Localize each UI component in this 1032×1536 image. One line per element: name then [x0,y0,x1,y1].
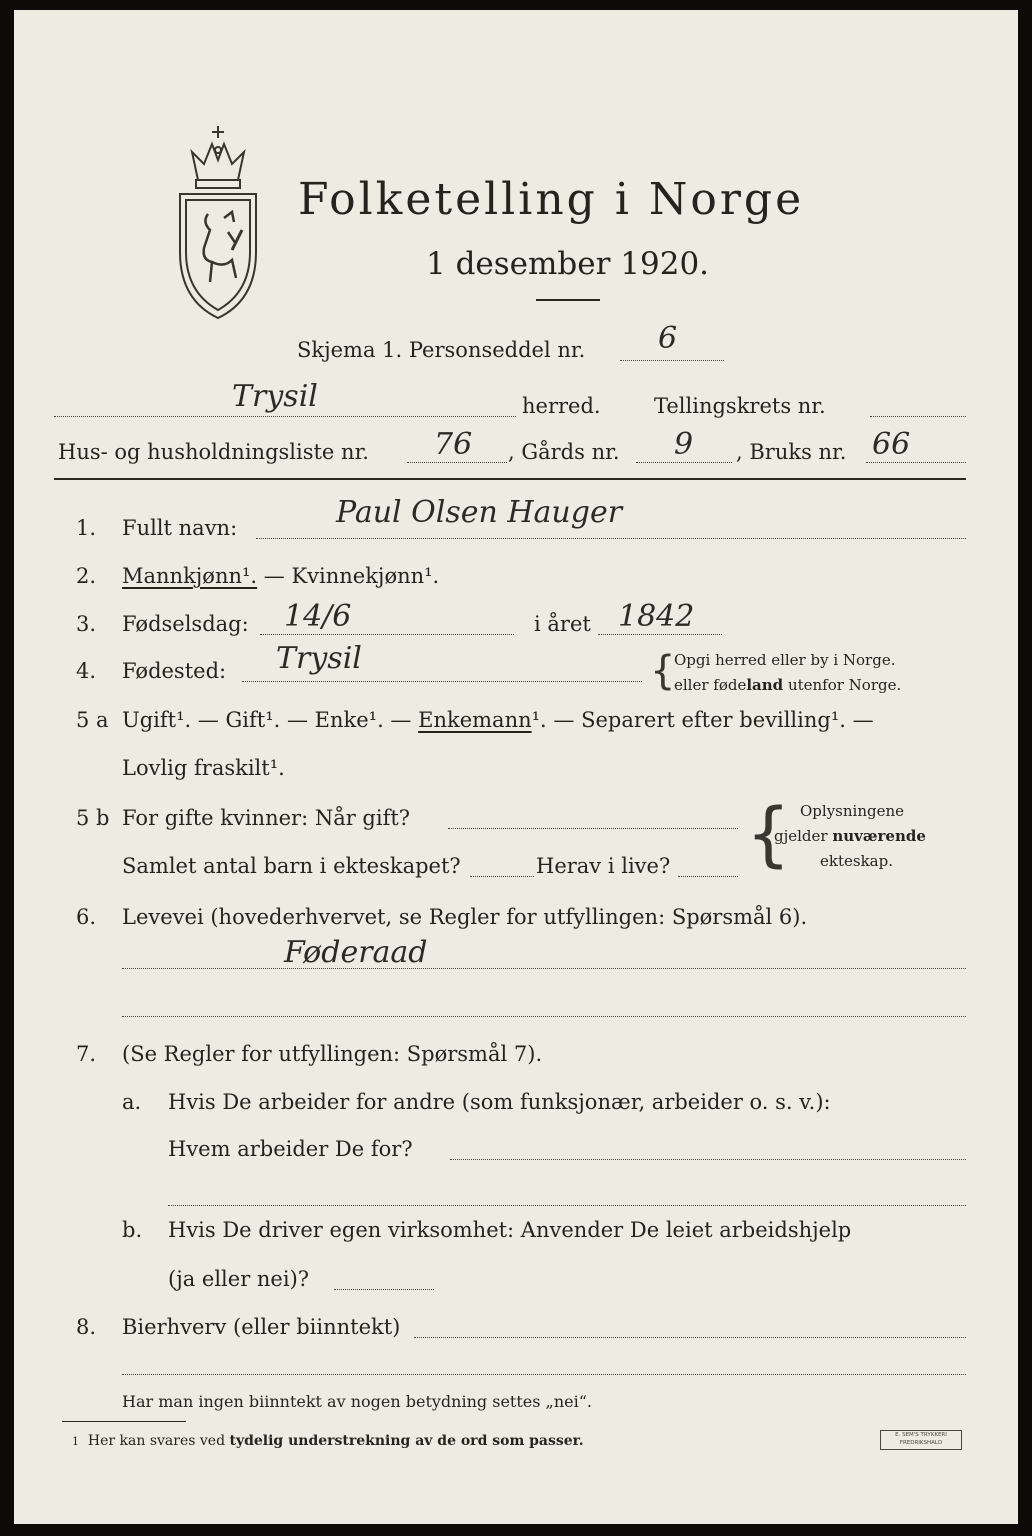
q4-birthplace[interactable]: Trysil [276,641,362,676]
q7b-number: b. [122,1218,143,1242]
q7a-line2-label: Hvem arbeider De for? [168,1137,413,1161]
q5b-label: For gifte kvinner: Når gift? [122,806,411,830]
q5b-brace: { [746,793,791,875]
husliste-value[interactable]: 76 [434,427,473,462]
q6-label: Levevei (hovederhvervet, se Regler for utfyllingen: Spørsmål 6). [122,905,808,929]
personseddel-number[interactable]: 6 [658,321,678,356]
husliste-label: Hus- og husholdningsliste nr. [58,440,369,464]
gards-value[interactable]: 9 [674,427,694,462]
q6-line1 [122,968,966,969]
q1-full-name[interactable]: Paul Olsen Hauger [336,495,623,530]
q8-number: 8. [76,1315,97,1339]
q3-birth-year[interactable]: 1842 [618,599,695,634]
printer-stamp: E. SEM'S TRYKKERI FREDRIKSHALD [880,1430,962,1450]
footer-separator [122,1374,966,1375]
q3-year-line [598,634,722,635]
footnote-rule [62,1421,186,1422]
q5b-note-line3: ekteskap. [820,852,893,870]
q3-year-label: i året [534,612,591,636]
census-date: 1 desember 1920. [426,246,710,282]
q5a-line2: Lovlig fraskilt¹. [122,756,285,780]
husliste-line [407,462,507,463]
q4-note-line2: eller fødeland utenfor Norge. [674,676,902,694]
gards-label: , Gårds nr. [508,440,620,464]
q4-number: 4. [76,659,97,683]
bruks-line [866,462,966,463]
q6-number: 6. [76,905,97,929]
herred-label: herred. [522,394,601,418]
herred-value[interactable]: Trysil [232,379,318,414]
q7-label: (Se Regler for utfyllingen: Spørsmål 7). [122,1042,543,1066]
q1-line [256,538,966,539]
form-title: Folketelling i Norge [298,174,805,225]
tellingskrets-line [870,416,966,417]
personseddel-line [620,360,724,361]
q7-number: 7. [76,1042,97,1066]
q1-number: 1. [76,516,97,540]
footnote: $^1$ Her kan svares ved tydelig understrekning av de ord som passer. [72,1433,584,1449]
q4-note-line1: Opgi herred eller by i Norge. [674,651,896,669]
q3-day-line [260,634,514,635]
header-separator [54,478,966,480]
q4-label: Fødested: [122,659,227,683]
q4-brace: { [650,648,676,694]
q5b-married-line [448,828,738,829]
q7b-label: Hvis De driver egen virksomhet: Anvender De leiet arbeidshjelp [168,1218,852,1242]
q1-label: Fullt navn: [122,516,238,540]
q8-line [414,1337,966,1338]
q7b-answer-line [334,1289,434,1290]
herred-line [54,416,516,417]
q5b-alive-label: Herav i live? [536,854,671,878]
norwegian-coat-of-arms-icon [172,122,264,322]
tellingskrets-label: Tellingskrets nr. [654,394,826,418]
q5b-alive-line [678,876,738,877]
q6-line2 [122,1016,966,1017]
q3-birthday[interactable]: 14/6 [284,599,352,634]
q2-number: 2. [76,564,97,588]
q3-label: Fødselsdag: [122,612,249,636]
q5a-options: Ugift¹. — Gift¹. — Enke¹. — Enkemann¹. — Separert efter bevilling¹. — [122,708,874,732]
q3-number: 3. [76,612,97,636]
bruks-value[interactable]: 66 [872,427,911,462]
q7a-employer-line [450,1159,966,1160]
q7a-number: a. [122,1090,142,1114]
q5b-number: 5 b [76,806,110,830]
census-form [14,10,1018,1524]
q5b-note-line1: Oplysningene [800,802,905,820]
title-divider [536,299,600,301]
bruks-label: , Bruks nr. [736,440,847,464]
q7a-extra-line [168,1205,966,1206]
q5b-note-line2: gjelder nuværende [774,827,926,845]
q4-line [242,681,642,682]
footer-note: Har man ingen biinntekt av nogen betydning settes „nei“. [122,1392,592,1411]
schema-label: Skjema 1. Personseddel nr. [297,338,586,362]
q5b-children-label: Samlet antal barn i ekteskapet? [122,854,461,878]
gards-line [636,462,732,463]
q2-male-marked[interactable]: Mannkjønn¹. [122,564,258,588]
q7b-line2-label: (ja eller nei)? [168,1267,310,1291]
q5a-marked-option[interactable]: Enkemann [418,708,532,732]
q8-label: Bierhverv (eller biinntekt) [122,1315,401,1339]
q2-female[interactable]: — Kvinnekjønn¹. [257,564,440,588]
q2-sex-options [122,563,439,589]
q5a-number: 5 a [76,708,109,732]
q6-occupation[interactable]: Føderaad [284,935,428,970]
q7a-label: Hvis De arbeider for andre (som funksjonær, arbeider o. s. v.): [168,1090,831,1114]
q5b-children-line [470,876,534,877]
